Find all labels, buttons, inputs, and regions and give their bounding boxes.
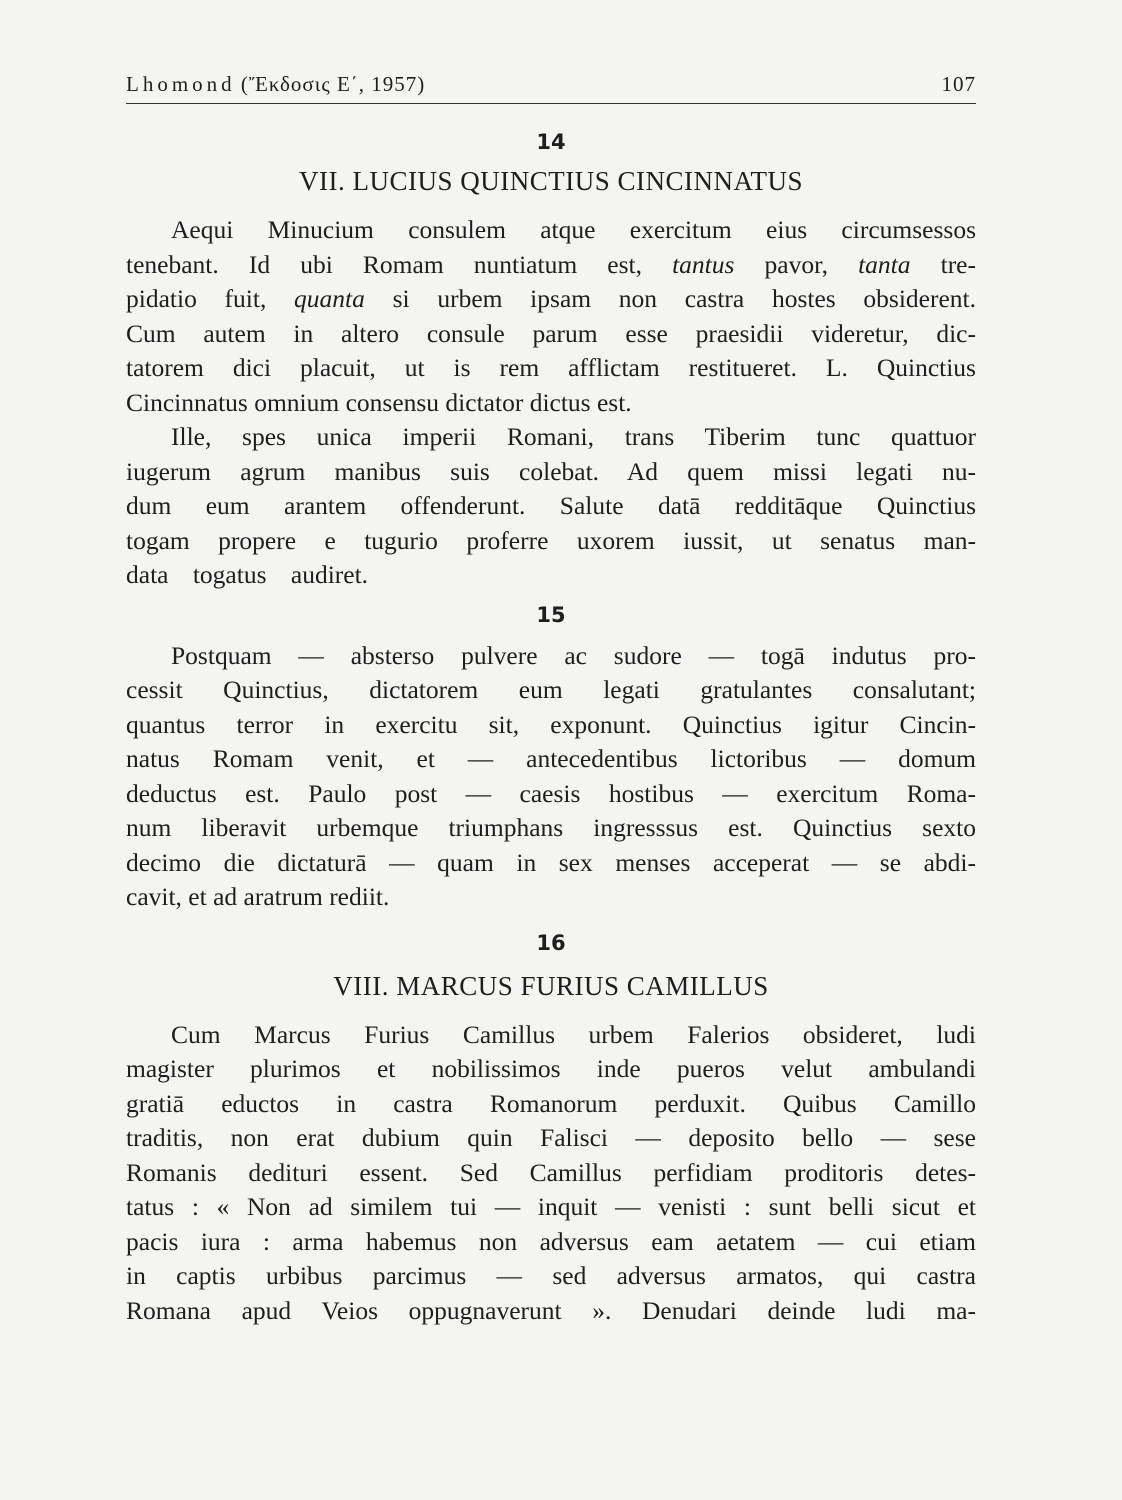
paragraph-16-1 [126, 1018, 976, 1329]
text-line: tatorem dici placuit, ut is rem afflictam restitueret. L. Quinctius [126, 353, 976, 382]
text-line: deductus est. Paulo post — caesis hostibus — exercitum Roma- [126, 778, 976, 808]
text-line: natus Romam venit, et — antecedentibus lictoribus — domum [126, 744, 976, 773]
paragraph-14-1 [126, 213, 976, 420]
text-line: Cincinnatus omnium consensu dictator dictus est. [126, 387, 632, 417]
text-line: in captis urbibus parcimus — sed adversus armatos, qui castra [126, 1261, 976, 1290]
text-line: Aequi Minucium consulem atque exercitum eius circumsessos [171, 215, 976, 244]
paragraph-15-1 [126, 639, 976, 915]
edition-note: (Ἔκδοσις Ε΄, 1957) [240, 72, 426, 96]
text-line: traditis, non erat dubium quin Falisci — deposito bello — sese [126, 1123, 976, 1152]
text-line: magister plurimos et nobilissimos inde pueros velut ambulandi [126, 1054, 976, 1083]
text-line: cavit, et ad aratrum rediit. [126, 882, 390, 911]
italic-word: tanta [858, 249, 911, 279]
text-line: tenebant. Id ubi Romam nuntiatum est, tantus pavor, tanta tre- [126, 249, 976, 279]
text-line: data togatus audiret. [126, 560, 369, 589]
book-page [126, 72, 976, 1482]
text-line: pacis iura : arma habemus non adversus eam aetatem — cui etiam [126, 1226, 976, 1256]
paragraph-14-2 [126, 420, 976, 593]
text-line: quantus terror in exercitu sit, exponunt. Quinctius igitur Cincin- [126, 709, 976, 739]
text-line: Postquam — absterso pulvere ac sudore — togā indutus pro- [171, 640, 976, 670]
text-line: dum eum arantem offenderunt. Salute datā redditāque Quinctius [126, 491, 976, 520]
text-line: decimo die dictaturā — quam in sex menses acceperat — se abdi- [126, 847, 976, 877]
section-number-15: 15 [536, 602, 566, 627]
text-line: togam propere e tugurio proferre uxorem iussit, ut senatus man- [126, 525, 976, 555]
text-line: Cum Marcus Furius Camillus urbem Falerios obsideret, ludi [171, 1019, 976, 1049]
text-line: iugerum agrum manibus suis colebat. Ad quem missi legati nu- [126, 456, 976, 486]
text-line: tatus : « Non ad similem tui — inquit — venisti : sunt belli sicut et [126, 1192, 976, 1221]
running-head [126, 72, 976, 104]
italic-word: quanta [294, 284, 365, 313]
page-number: 107 [941, 72, 976, 96]
text-line: Ille, spes unica imperii Romani, trans Tiberim tunc quattuor [171, 422, 976, 451]
text-line: cessit Quinctius, dictatorem eum legati gratulantes consalutant; [126, 675, 976, 704]
text-line: num liberavit urbemque triumphans ingresssus est. Quinctius sexto [126, 813, 976, 842]
chapter-title-viii: VIII. MARCUS FURIUS CAMILLUS [333, 970, 769, 1001]
text-line: gratiā eductos in castra Romanorum perduxit. Quibus Camillo [126, 1088, 976, 1118]
section-number-16: 16 [536, 930, 566, 955]
text-line: Romanis dedituri essent. Sed Camillus perfidiam proditoris detes- [126, 1157, 976, 1187]
running-head-left [126, 72, 425, 97]
chapter-title-vii: VII. LUCIUS QUINCTIUS CINCINNATUS [299, 166, 803, 196]
text-line: Cum autem in altero consule parum esse praesidii videretur, dic- [126, 318, 976, 348]
section-number-14: 14 [536, 130, 566, 154]
text-line: pidatio fuit, quanta si urbem ipsam non castra hostes obsiderent. [126, 284, 976, 313]
book-title: Lhomond [126, 72, 236, 96]
italic-word: tantus [672, 249, 735, 279]
text-line: Romana apud Veios oppugnaverunt ». Denudari deinde ludi ma- [126, 1295, 976, 1325]
